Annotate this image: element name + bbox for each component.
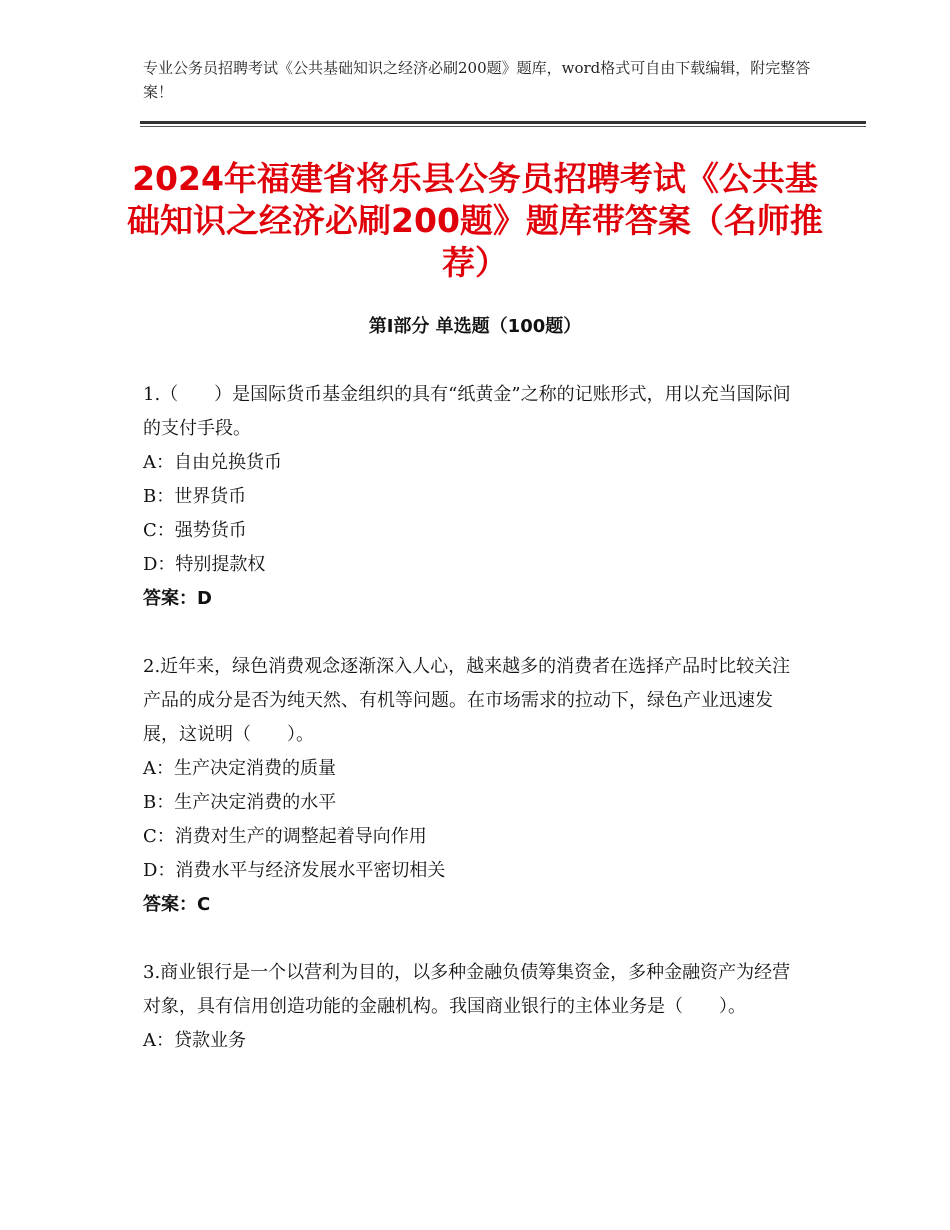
option-c: C：强势货币 [143, 520, 247, 541]
option-a: A：生产决定消费的质量 [143, 758, 336, 779]
option-a: A：自由兑换货币 [143, 452, 282, 473]
answer-line: 答案：D [143, 588, 212, 609]
question-stem: 2.近年来，绿色消费观念逐渐深入人心，越来越多的消费者在选择产品时比较关注产品的成分是否为纯天然、有机等问题。在市场需求的拉动下，绿色产业迅速发展，这说明（ ）。 [143, 656, 791, 745]
question-1 [143, 378, 803, 616]
option-a: A：贷款业务 [143, 1030, 246, 1051]
question-list [143, 378, 803, 1092]
question-stem: 1.（ ）是国际货币基金组织的具有“纸黄金”之称的记账形式，用以充当国际间的支付手段。 [143, 384, 791, 439]
answer-line: 答案：C [143, 894, 211, 915]
option-b: B：生产决定消费的水平 [143, 792, 337, 813]
option-d: D：特别提款权 [143, 554, 266, 575]
header-divider-thick [140, 121, 866, 124]
header-note: 专业公务员招聘考试《公共基础知识之经济必刷200题》题库，word格式可自由下载编辑，附完整答案！ [143, 59, 811, 101]
option-b: B：世界货币 [143, 486, 247, 507]
option-d: D：消费水平与经济发展水平密切相关 [143, 860, 446, 881]
header-divider-thin [140, 126, 866, 127]
question-stem: 3.商业银行是一个以营利为目的，以多种金融负债筹集资金，多种金融资产为经营对象，具有信用创造功能的金融机构。我国商业银行的主体业务是（ ）。 [143, 962, 791, 1017]
question-3 [143, 956, 803, 1058]
question-2 [143, 650, 803, 922]
document-title: 2024年福建省将乐县公务员招聘考试《公共基础知识之经济必刷200题》题库带答案（名师推荐） [127, 159, 823, 282]
option-c: C：消费对生产的调整起着导向作用 [143, 826, 427, 847]
part-heading: 第Ⅰ部分 单选题（100题） [368, 316, 582, 337]
